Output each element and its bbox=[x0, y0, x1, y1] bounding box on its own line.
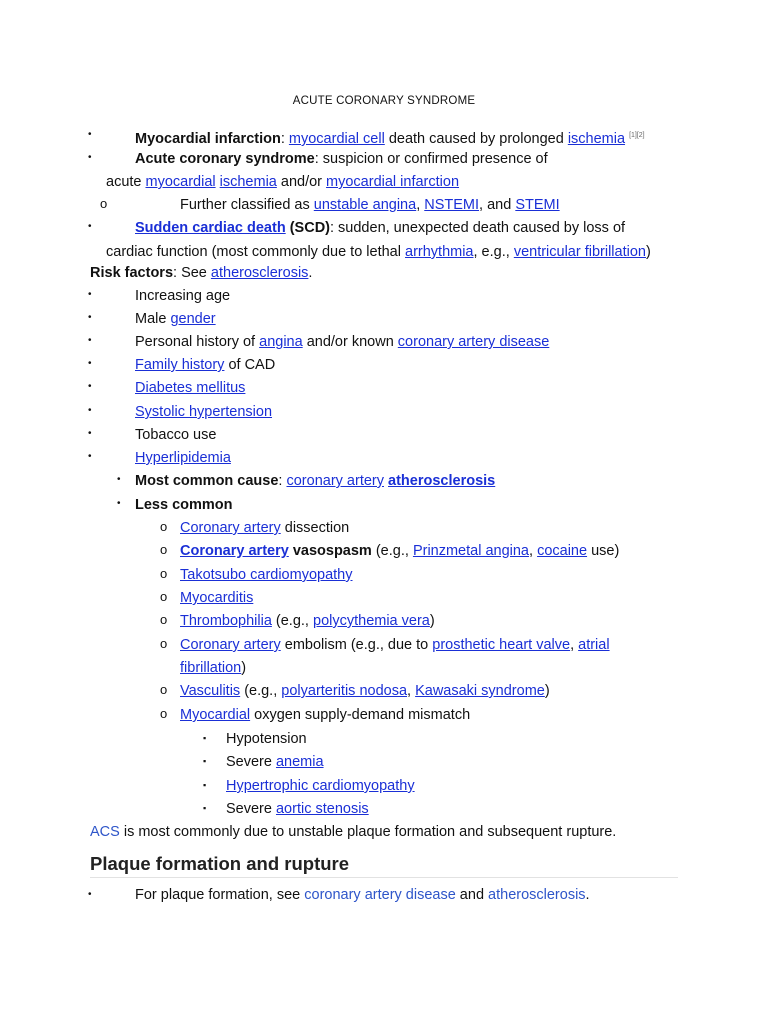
text: ) bbox=[544, 683, 550, 699]
list-item-continuation bbox=[106, 173, 459, 191]
link-diabetes-mellitus[interactable]: Diabetes mellitus bbox=[135, 380, 246, 396]
bullet: ▪ bbox=[203, 780, 207, 790]
link-atherosclerosis[interactable]: atherosclerosis bbox=[388, 473, 496, 489]
list-item bbox=[180, 519, 349, 537]
link-coronary-artery-disease[interactable]: coronary artery disease bbox=[397, 334, 550, 350]
text: Further classified as bbox=[180, 197, 314, 213]
bullet: o bbox=[160, 706, 168, 721]
list-item bbox=[135, 886, 590, 904]
list-item bbox=[135, 356, 275, 374]
bullet: • bbox=[88, 221, 92, 232]
link-acs[interactable]: ACS bbox=[90, 824, 120, 840]
link-arrhythmia[interactable]: arrhythmia bbox=[405, 244, 474, 260]
link-myocardial-cell[interactable]: myocardial cell bbox=[288, 130, 385, 147]
text: . bbox=[585, 887, 590, 903]
text: acute bbox=[106, 174, 146, 190]
bullet: • bbox=[88, 405, 92, 416]
text: and bbox=[455, 887, 489, 903]
bullet: o bbox=[160, 566, 168, 581]
list-item-continuation bbox=[180, 659, 246, 677]
list-item bbox=[180, 612, 435, 630]
bullet: • bbox=[88, 152, 92, 163]
link-myocardial-infarction[interactable]: myocardial infarction bbox=[326, 174, 460, 190]
section-heading: Plaque formation and rupture bbox=[90, 853, 350, 874]
text: is most commonly due to unstable plaque formation and subsequent rupture. bbox=[119, 824, 617, 840]
text: , and bbox=[479, 197, 516, 213]
link-angina[interactable]: angina bbox=[259, 334, 303, 350]
term: (SCD) bbox=[289, 220, 330, 236]
list-item bbox=[180, 566, 353, 584]
document-title: ACUTE CORONARY SYNDROME bbox=[292, 95, 476, 107]
list-item bbox=[180, 636, 610, 654]
list-item bbox=[226, 753, 324, 771]
divider bbox=[90, 877, 678, 878]
link-thrombophilia[interactable]: Thrombophilia bbox=[180, 613, 272, 629]
link-polycythemia-vera[interactable]: polycythemia vera bbox=[313, 613, 430, 629]
reference-marker[interactable]: [1][2] bbox=[629, 132, 645, 139]
term: Acute coronary syndrome bbox=[135, 151, 315, 167]
link-coronary-artery-disease[interactable]: coronary artery disease bbox=[304, 887, 456, 903]
bullet: o bbox=[100, 196, 108, 211]
text: : bbox=[278, 473, 287, 489]
text: : suspicion or confirmed presence of bbox=[314, 151, 548, 167]
link-atrial-fibrillation[interactable]: fibrillation bbox=[180, 660, 242, 676]
text: Personal history of bbox=[135, 334, 260, 350]
text: of CAD bbox=[224, 357, 276, 373]
list-item bbox=[135, 219, 625, 237]
link-prosthetic-heart-valve[interactable]: prosthetic heart valve bbox=[432, 637, 571, 653]
list-item: Hypotension bbox=[226, 731, 307, 747]
paragraph bbox=[90, 264, 312, 282]
term: Risk factors bbox=[90, 265, 174, 281]
text: : bbox=[280, 130, 289, 147]
link-atrial-fibrillation[interactable]: atrial bbox=[578, 637, 610, 653]
list-item bbox=[135, 472, 495, 490]
list-item bbox=[180, 706, 470, 724]
list-item bbox=[180, 682, 550, 700]
link-coronary-artery[interactable]: Coronary artery bbox=[180, 543, 289, 559]
list-item bbox=[180, 196, 560, 214]
text: : See bbox=[173, 265, 211, 281]
bullet: • bbox=[88, 312, 92, 323]
list-item bbox=[135, 379, 245, 397]
bullet: ▪ bbox=[203, 756, 207, 766]
bullet: o bbox=[160, 519, 168, 534]
text: For plaque formation, see bbox=[135, 887, 305, 903]
text: and/or known bbox=[302, 334, 398, 350]
term: Most common cause bbox=[135, 473, 279, 489]
text: and/or bbox=[276, 174, 327, 190]
term: vasospasm bbox=[292, 543, 372, 559]
list-item bbox=[135, 310, 216, 328]
text: Severe bbox=[226, 801, 276, 817]
text: , bbox=[416, 197, 425, 213]
link-coronary-artery[interactable]: Coronary artery bbox=[180, 637, 281, 653]
bullet: • bbox=[117, 474, 121, 485]
text: Severe bbox=[226, 754, 276, 770]
bullet: ▪ bbox=[203, 803, 207, 813]
link-coronary-artery[interactable]: coronary artery bbox=[286, 473, 384, 489]
bullet: ▪ bbox=[203, 733, 207, 743]
text: Male bbox=[135, 311, 171, 327]
text: cardiac function (most commonly due to lethal bbox=[106, 244, 405, 260]
bullet: • bbox=[88, 428, 92, 439]
link-nstemi[interactable]: NSTEMI bbox=[424, 197, 480, 213]
paragraph bbox=[90, 823, 616, 841]
text: ) bbox=[241, 660, 247, 676]
list-item bbox=[135, 333, 549, 351]
bullet: o bbox=[160, 682, 168, 697]
text: (e.g., bbox=[240, 683, 282, 699]
bullet: • bbox=[88, 381, 92, 392]
bullet: • bbox=[88, 129, 92, 140]
term: Myocardial infarction bbox=[135, 130, 281, 147]
link-gender[interactable]: gender bbox=[170, 311, 216, 327]
link-atherosclerosis[interactable]: atherosclerosis bbox=[210, 265, 309, 281]
list-item: Increasing age bbox=[135, 288, 231, 304]
bullet: • bbox=[117, 498, 121, 509]
text: (e.g., bbox=[271, 613, 313, 629]
text: death caused by prolonged bbox=[384, 130, 568, 147]
link-unstable-angina[interactable]: unstable angina bbox=[313, 197, 417, 213]
link-sudden-cardiac-death[interactable]: Sudden cardiac death bbox=[135, 220, 286, 236]
link-prinzmetal-angina[interactable]: Prinzmetal angina bbox=[412, 543, 530, 559]
list-item bbox=[226, 777, 415, 795]
bullet: • bbox=[88, 889, 92, 900]
text: dissection bbox=[280, 520, 350, 536]
link-ischemia[interactable]: ischemia bbox=[219, 174, 277, 190]
list-item bbox=[180, 589, 253, 607]
list-item: Tobacco use bbox=[135, 427, 217, 443]
text: , bbox=[407, 683, 416, 699]
text: : sudden, unexpected death caused by loss of bbox=[330, 220, 626, 236]
link-vasculitis[interactable]: Vasculitis bbox=[180, 683, 241, 699]
list-item bbox=[135, 449, 231, 467]
link-anemia[interactable]: anemia bbox=[275, 754, 324, 770]
bullet: • bbox=[88, 289, 92, 300]
bullet: o bbox=[160, 542, 168, 557]
link-kawasaki-syndrome[interactable]: Kawasaki syndrome bbox=[415, 683, 545, 699]
text: use) bbox=[587, 543, 620, 559]
term: Less common bbox=[135, 497, 233, 513]
bullet: • bbox=[88, 335, 92, 346]
list-item bbox=[135, 496, 233, 514]
text: ) bbox=[645, 244, 651, 260]
link-aortic-stenosis[interactable]: aortic stenosis bbox=[275, 801, 369, 817]
link-ventricular-fibrillation[interactable]: ventricular fibrillation bbox=[513, 244, 646, 260]
text: , bbox=[570, 637, 579, 653]
link-takotsubo-cardiomyopathy[interactable]: Takotsubo cardiomyopathy bbox=[180, 567, 353, 583]
list-item bbox=[226, 800, 369, 818]
link-myocardial[interactable]: myocardial bbox=[145, 174, 216, 190]
link-ischemia[interactable]: ischemia bbox=[567, 130, 626, 147]
text: , bbox=[529, 543, 538, 559]
bullet: o bbox=[160, 589, 168, 604]
link-stemi[interactable]: STEMI bbox=[515, 197, 560, 213]
list-item bbox=[135, 150, 548, 168]
bullet: • bbox=[88, 358, 92, 369]
link-family-history[interactable]: Family history bbox=[135, 357, 225, 373]
link-hypertrophic-cardiomyopathy[interactable]: Hypertrophic cardiomyopathy bbox=[226, 778, 415, 794]
link-polyarteritis-nodosa[interactable]: polyarteritis nodosa bbox=[281, 683, 408, 699]
link-coronary-artery[interactable]: Coronary artery bbox=[180, 520, 281, 536]
link-atherosclerosis[interactable]: atherosclerosis bbox=[488, 887, 586, 903]
text: . bbox=[308, 265, 313, 281]
text: , e.g., bbox=[473, 244, 514, 260]
link-myocardial[interactable]: Myocardial bbox=[180, 707, 251, 723]
bullet: o bbox=[160, 612, 168, 627]
list-item-continuation bbox=[106, 243, 651, 261]
text: oxygen supply-demand mismatch bbox=[250, 707, 471, 723]
link-cocaine[interactable]: cocaine bbox=[537, 543, 588, 559]
list-item bbox=[135, 127, 645, 148]
text: embolism (e.g., due to bbox=[280, 637, 433, 653]
bullet: o bbox=[160, 636, 168, 651]
text: (e.g., bbox=[371, 543, 413, 559]
link-myocarditis[interactable]: Myocarditis bbox=[180, 590, 254, 606]
bullet: • bbox=[88, 451, 92, 462]
list-item bbox=[180, 542, 619, 560]
link-systolic-hypertension[interactable]: Systolic hypertension bbox=[135, 404, 273, 420]
list-item bbox=[135, 403, 272, 421]
link-hyperlipidemia[interactable]: Hyperlipidemia bbox=[135, 450, 231, 466]
text: ) bbox=[429, 613, 435, 629]
